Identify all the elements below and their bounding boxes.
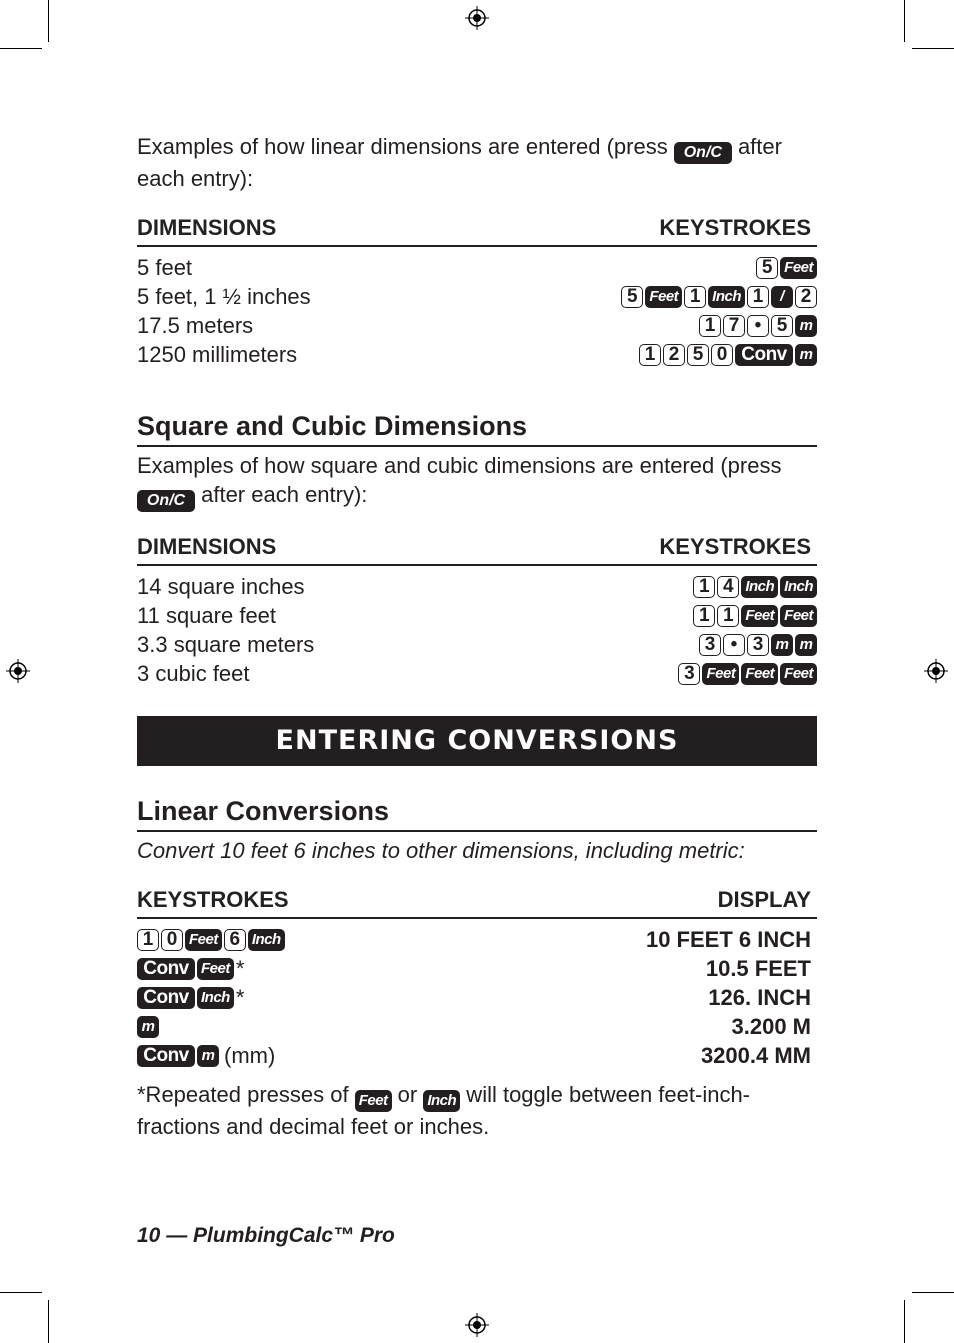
table-row <box>137 1012 817 1041</box>
square-intro: Examples of how square and cubic dimensions are entered (press On/C after each entry): <box>137 451 817 512</box>
key-conv: Conv <box>137 958 195 980</box>
key-1: 1 <box>699 315 721 337</box>
table-row <box>137 925 817 954</box>
key-inch: Inch <box>248 929 285 951</box>
display-value: 3.200 M <box>731 1013 811 1039</box>
crop-mark <box>0 48 42 49</box>
key-feet: Feet <box>197 958 234 980</box>
key-inch: Inch <box>741 576 778 598</box>
key-3: 3 <box>747 634 769 656</box>
keystrokes: Conv Feet * <box>137 956 244 982</box>
table-row <box>137 954 817 983</box>
key-1: 1 <box>693 576 715 598</box>
keystrokes <box>699 315 817 337</box>
key-m: m <box>137 1016 159 1038</box>
key-feet: Feet <box>741 663 778 685</box>
key-3: 3 <box>699 634 721 656</box>
registration-mark-icon <box>465 1313 489 1337</box>
keystrokes <box>678 663 817 685</box>
key-5: 5 <box>687 344 709 366</box>
key-feet: Feet <box>780 257 817 279</box>
section-title-square-cubic: Square and Cubic Dimensions <box>137 409 817 447</box>
page-content <box>137 130 817 1141</box>
keystrokes <box>639 344 817 366</box>
key-m: m <box>795 315 817 337</box>
key-7: 7 <box>723 315 745 337</box>
key-5: 5 <box>621 286 643 308</box>
key-m: m <box>771 634 793 656</box>
feet-key: Feet <box>355 1090 392 1112</box>
linear-dimensions-table <box>137 215 817 369</box>
key-3: 3 <box>678 663 700 685</box>
key-1: 1 <box>693 605 715 627</box>
key-4: 4 <box>717 576 739 598</box>
table-header: DIMENSIONS KEYSTROKES <box>137 534 817 566</box>
display-value: 10 FEET 6 INCH <box>645 926 811 952</box>
key-feet: Feet <box>780 663 817 685</box>
conversions-table <box>137 887 817 1070</box>
crop-mark <box>48 0 49 42</box>
inch-key: Inch <box>423 1090 460 1112</box>
on-c-key: On/C <box>674 142 732 164</box>
crop-mark <box>904 1300 905 1343</box>
key-inch: Inch <box>708 286 745 308</box>
key-1: 1 <box>717 605 739 627</box>
crop-mark <box>912 1292 954 1293</box>
display-value: 3200.4 MM <box>700 1042 811 1068</box>
display-value: 126. INCH <box>708 984 811 1010</box>
keystrokes <box>137 929 287 951</box>
key-feet: Feet <box>780 605 817 627</box>
key-feet: Feet <box>702 663 739 685</box>
key-conv: Conv <box>137 1045 195 1067</box>
keystrokes <box>756 257 817 279</box>
key-m: m <box>795 634 817 656</box>
key-1: 1 <box>639 344 661 366</box>
display-value: 10.5 FEET <box>705 955 811 981</box>
table-row: 1250 millimeters 1 2 5 0 Conv m <box>137 340 817 369</box>
conversion-note: Convert 10 feet 6 inches to other dimensions, including metric: <box>137 838 745 863</box>
registration-mark-icon <box>6 659 30 683</box>
key-conv: Conv <box>735 344 793 366</box>
key-1: 1 <box>137 929 159 951</box>
key-0: 0 <box>161 929 183 951</box>
keystrokes <box>693 576 817 598</box>
page-footer: 10 — PlumbingCalc™ Pro <box>137 1224 395 1247</box>
crop-mark <box>912 48 954 49</box>
key-1: 1 <box>747 286 769 308</box>
crop-mark <box>0 1292 42 1293</box>
key-m: m <box>795 344 817 366</box>
key-decimal: • <box>723 634 745 656</box>
linear-intro: Examples of how linear dimensions are entered (press On/C after each entry): <box>137 134 782 191</box>
table-header: KEYSTROKES DISPLAY <box>137 887 817 919</box>
registration-mark-icon <box>465 6 489 30</box>
table-row <box>137 1041 817 1070</box>
section-banner: ENTERING CONVERSIONS <box>137 716 817 766</box>
key-slash: / <box>771 286 793 308</box>
key-5: 5 <box>756 257 778 279</box>
on-c-key: On/C <box>137 490 195 512</box>
key-feet: Feet <box>185 929 222 951</box>
key-decimal: • <box>747 315 769 337</box>
table-header: DIMENSIONS KEYSTROKES <box>137 215 817 247</box>
key-m: m <box>197 1045 219 1067</box>
table-row: 14 square inches 1 4 Inch Inch <box>137 572 817 601</box>
key-inch: Inch <box>780 576 817 598</box>
table-row <box>137 983 817 1012</box>
footnote: *Repeated presses of Feet or Inch will toggle between feet-inch-fractions and decimal feet or inches. <box>137 1082 751 1139</box>
key-feet: Feet <box>645 286 682 308</box>
registration-mark-icon <box>924 659 948 683</box>
key-2: 2 <box>795 286 817 308</box>
table-row: 5 feet 5 Feet <box>137 253 817 282</box>
crop-mark <box>48 1300 49 1343</box>
table-row: 5 feet, 1 ½ inches 5 Feet 1 Inch 1 / 2 <box>137 282 817 311</box>
keystrokes <box>621 286 817 308</box>
key-2: 2 <box>663 344 685 366</box>
key-5: 5 <box>771 315 793 337</box>
table-row: 3 cubic feet 3 Feet Feet Feet <box>137 659 817 688</box>
table-row: 11 square feet 1 1 Feet Feet <box>137 601 817 630</box>
key-1: 1 <box>684 286 706 308</box>
table-row: 3.3 square meters 3 • 3 m m <box>137 630 817 659</box>
key-0: 0 <box>711 344 733 366</box>
keystrokes <box>699 634 817 656</box>
table-row: 17.5 meters 1 7 • 5 m <box>137 311 817 340</box>
crop-mark <box>904 0 905 42</box>
key-feet: Feet <box>741 605 778 627</box>
keystrokes <box>693 605 817 627</box>
keystrokes: Conv m (mm) <box>137 1043 275 1069</box>
section-title-linear-conversions: Linear Conversions <box>137 794 817 832</box>
key-inch: Inch <box>197 987 234 1009</box>
square-dimensions-table <box>137 534 817 688</box>
key-6: 6 <box>224 929 246 951</box>
keystrokes: Conv Inch * <box>137 985 244 1011</box>
keystrokes <box>137 1016 161 1038</box>
key-conv: Conv <box>137 987 195 1009</box>
